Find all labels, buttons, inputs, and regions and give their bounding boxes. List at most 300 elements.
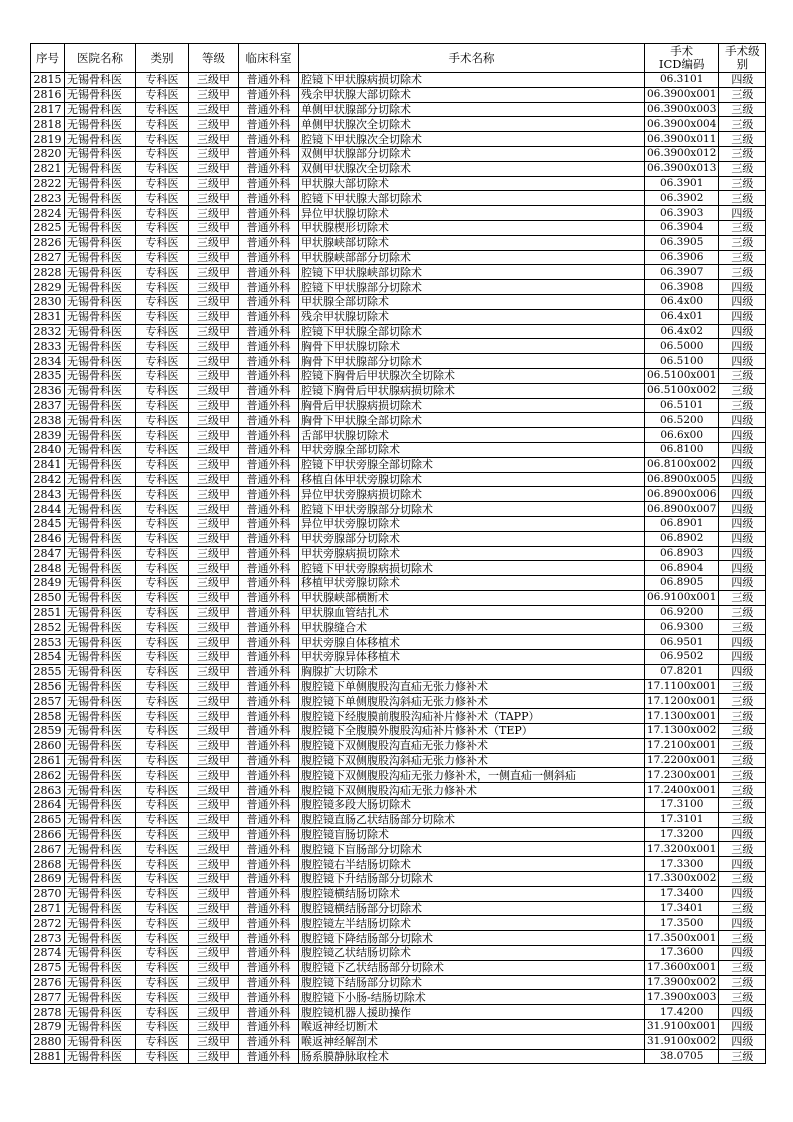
seq-cell: 2870 xyxy=(31,886,65,901)
grade-cell: 三级甲 xyxy=(189,265,239,280)
icd-code-cell: 06.3900x013 xyxy=(645,161,719,176)
dept-cell: 普通外科 xyxy=(239,931,299,946)
seq-cell: 2865 xyxy=(31,812,65,827)
table-row xyxy=(31,294,766,309)
hospital-cell: 无锡骨科医 xyxy=(65,442,136,457)
seq-cell: 2846 xyxy=(31,531,65,546)
icd-code-cell: 38.0705 xyxy=(645,1049,719,1064)
seq-cell: 2839 xyxy=(31,428,65,443)
table-row xyxy=(31,650,766,665)
category-cell: 专科医 xyxy=(136,842,189,857)
seq-cell: 2860 xyxy=(31,738,65,753)
surgery-name-cell: 腔镜下甲状旁腺全部切除术 xyxy=(299,457,645,472)
category-cell: 专科医 xyxy=(136,132,189,147)
hospital-cell: 无锡骨科医 xyxy=(65,872,136,887)
category-cell: 专科医 xyxy=(136,73,189,88)
table-row xyxy=(31,561,766,576)
grade-cell: 三级甲 xyxy=(189,812,239,827)
icd-code-cell: 06.6x00 xyxy=(645,428,719,443)
surgery-name-cell: 腹腔镜下双侧腹股沟疝无张力修补术 xyxy=(299,783,645,798)
dept-cell: 普通外科 xyxy=(239,753,299,768)
hospital-cell: 无锡骨科医 xyxy=(65,73,136,88)
table-row xyxy=(31,724,766,739)
dept-cell: 普通外科 xyxy=(239,117,299,132)
dept-cell: 普通外科 xyxy=(239,531,299,546)
table-row xyxy=(31,161,766,176)
icd-code-cell: 06.9502 xyxy=(645,650,719,665)
dept-cell: 普通外科 xyxy=(239,280,299,295)
dept-cell: 普通外科 xyxy=(239,339,299,354)
level-cell: 三级 xyxy=(719,117,766,132)
table-row xyxy=(31,931,766,946)
hospital-cell: 无锡骨科医 xyxy=(65,531,136,546)
hospital-cell: 无锡骨科医 xyxy=(65,102,136,117)
icd-code-cell: 17.1300x002 xyxy=(645,724,719,739)
category-cell: 专科医 xyxy=(136,768,189,783)
table-row xyxy=(31,827,766,842)
grade-cell: 三级甲 xyxy=(189,161,239,176)
seq-cell: 2867 xyxy=(31,842,65,857)
level-cell: 三级 xyxy=(719,679,766,694)
header-grade: 等级 xyxy=(189,44,239,73)
surgery-name-cell: 甲状腺峡部部分切除术 xyxy=(299,250,645,265)
hospital-cell: 无锡骨科医 xyxy=(65,783,136,798)
table-row xyxy=(31,502,766,517)
dept-cell: 普通外科 xyxy=(239,960,299,975)
surgery-name-cell: 甲状旁腺异体移植术 xyxy=(299,650,645,665)
table-row xyxy=(31,857,766,872)
table-row xyxy=(31,531,766,546)
table-row xyxy=(31,1049,766,1064)
category-cell: 专科医 xyxy=(136,901,189,916)
category-cell: 专科医 xyxy=(136,176,189,191)
category-cell: 专科医 xyxy=(136,798,189,813)
dept-cell: 普通外科 xyxy=(239,798,299,813)
surgery-name-cell: 腔镜下甲状腺全部切除术 xyxy=(299,324,645,339)
surgery-name-cell: 肠系膜静脉取栓术 xyxy=(299,1049,645,1064)
seq-cell: 2851 xyxy=(31,605,65,620)
hospital-cell: 无锡骨科医 xyxy=(65,457,136,472)
icd-code-cell: 06.9501 xyxy=(645,635,719,650)
grade-cell: 三级甲 xyxy=(189,73,239,88)
seq-cell: 2856 xyxy=(31,679,65,694)
header-icd-line1: 手术 xyxy=(670,44,694,58)
table-row xyxy=(31,738,766,753)
surgery-name-cell: 甲状旁腺部分切除术 xyxy=(299,531,645,546)
level-cell: 四级 xyxy=(719,442,766,457)
grade-cell: 三级甲 xyxy=(189,664,239,679)
grade-cell: 三级甲 xyxy=(189,635,239,650)
grade-cell: 三级甲 xyxy=(189,738,239,753)
table-row xyxy=(31,916,766,931)
category-cell: 专科医 xyxy=(136,87,189,102)
category-cell: 专科医 xyxy=(136,413,189,428)
surgery-name-cell: 腹腔镜下双侧腹股沟斜疝无张力修补术 xyxy=(299,753,645,768)
surgery-name-cell: 单侧甲状腺次全切除术 xyxy=(299,117,645,132)
level-cell: 三级 xyxy=(719,738,766,753)
surgery-name-cell: 胸骨后甲状腺病损切除术 xyxy=(299,398,645,413)
grade-cell: 三级甲 xyxy=(189,783,239,798)
seq-cell: 2835 xyxy=(31,368,65,383)
level-cell: 四级 xyxy=(719,428,766,443)
table-row xyxy=(31,886,766,901)
level-cell: 四级 xyxy=(719,1005,766,1020)
grade-cell: 三级甲 xyxy=(189,472,239,487)
grade-cell: 三级甲 xyxy=(189,975,239,990)
icd-code-cell: 17.3100 xyxy=(645,798,719,813)
icd-code-cell: 17.3900x002 xyxy=(645,975,719,990)
dept-cell: 普通外科 xyxy=(239,738,299,753)
surgery-name-cell: 腹腔镜右半结肠切除术 xyxy=(299,857,645,872)
hospital-cell: 无锡骨科医 xyxy=(65,161,136,176)
table-row xyxy=(31,339,766,354)
hospital-cell: 无锡骨科医 xyxy=(65,220,136,235)
grade-cell: 三级甲 xyxy=(189,724,239,739)
grade-cell: 三级甲 xyxy=(189,206,239,221)
category-cell: 专科医 xyxy=(136,960,189,975)
icd-code-cell: 06.3900x012 xyxy=(645,146,719,161)
table-row xyxy=(31,664,766,679)
table-row xyxy=(31,1020,766,1035)
table-row xyxy=(31,176,766,191)
seq-cell: 2842 xyxy=(31,472,65,487)
hospital-cell: 无锡骨科医 xyxy=(65,842,136,857)
dept-cell: 普通外科 xyxy=(239,694,299,709)
hospital-cell: 无锡骨科医 xyxy=(65,487,136,502)
dept-cell: 普通外科 xyxy=(239,132,299,147)
dept-cell: 普通外科 xyxy=(239,472,299,487)
grade-cell: 三级甲 xyxy=(189,694,239,709)
grade-cell: 三级甲 xyxy=(189,546,239,561)
grade-cell: 三级甲 xyxy=(189,960,239,975)
table-row xyxy=(31,250,766,265)
grade-cell: 三级甲 xyxy=(189,857,239,872)
level-cell: 三级 xyxy=(719,590,766,605)
hospital-cell: 无锡骨科医 xyxy=(65,798,136,813)
surgery-name-cell: 移植甲状旁腺切除术 xyxy=(299,576,645,591)
dept-cell: 普通外科 xyxy=(239,812,299,827)
category-cell: 专科医 xyxy=(136,664,189,679)
category-cell: 专科医 xyxy=(136,1049,189,1064)
surgery-name-cell: 残余甲状腺切除术 xyxy=(299,309,645,324)
category-cell: 专科医 xyxy=(136,368,189,383)
table-row xyxy=(31,146,766,161)
hospital-cell: 无锡骨科医 xyxy=(65,1020,136,1035)
table-row xyxy=(31,872,766,887)
surgery-name-cell: 单侧甲状腺部分切除术 xyxy=(299,102,645,117)
table-row xyxy=(31,1034,766,1049)
dept-cell: 普通外科 xyxy=(239,368,299,383)
level-cell: 四级 xyxy=(719,561,766,576)
icd-code-cell: 06.3900x001 xyxy=(645,87,719,102)
dept-cell: 普通外科 xyxy=(239,265,299,280)
level-cell: 三级 xyxy=(719,368,766,383)
grade-cell: 三级甲 xyxy=(189,502,239,517)
header-seq: 序号 xyxy=(31,44,65,73)
hospital-cell: 无锡骨科医 xyxy=(65,206,136,221)
grade-cell: 三级甲 xyxy=(189,132,239,147)
table-row xyxy=(31,990,766,1005)
table-row xyxy=(31,87,766,102)
hospital-cell: 无锡骨科医 xyxy=(65,886,136,901)
icd-code-cell: 06.4x02 xyxy=(645,324,719,339)
table-row xyxy=(31,842,766,857)
grade-cell: 三级甲 xyxy=(189,1005,239,1020)
level-cell: 三级 xyxy=(719,383,766,398)
level-cell: 四级 xyxy=(719,472,766,487)
dept-cell: 普通外科 xyxy=(239,309,299,324)
category-cell: 专科医 xyxy=(136,620,189,635)
dept-cell: 普通外科 xyxy=(239,709,299,724)
surgery-name-cell: 甲状腺楔形切除术 xyxy=(299,220,645,235)
icd-code-cell: 06.8904 xyxy=(645,561,719,576)
table-row xyxy=(31,132,766,147)
surgery-name-cell: 腹腔镜多段大肠切除术 xyxy=(299,798,645,813)
surgery-name-cell: 舌部甲状腺切除术 xyxy=(299,428,645,443)
grade-cell: 三级甲 xyxy=(189,176,239,191)
hospital-cell: 无锡骨科医 xyxy=(65,827,136,842)
dept-cell: 普通外科 xyxy=(239,294,299,309)
dept-cell: 普通外科 xyxy=(239,679,299,694)
grade-cell: 三级甲 xyxy=(189,709,239,724)
dept-cell: 普通外科 xyxy=(239,783,299,798)
hospital-cell: 无锡骨科医 xyxy=(65,990,136,1005)
grade-cell: 三级甲 xyxy=(189,324,239,339)
seq-cell: 2817 xyxy=(31,102,65,117)
level-cell: 三级 xyxy=(719,975,766,990)
table-row xyxy=(31,368,766,383)
dept-cell: 普通外科 xyxy=(239,857,299,872)
icd-code-cell: 06.9200 xyxy=(645,605,719,620)
hospital-cell: 无锡骨科医 xyxy=(65,117,136,132)
surgery-name-cell: 甲状腺峡部横断术 xyxy=(299,590,645,605)
seq-cell: 2834 xyxy=(31,354,65,369)
surgery-name-cell: 甲状旁腺病损切除术 xyxy=(299,546,645,561)
grade-cell: 三级甲 xyxy=(189,457,239,472)
level-cell: 三级 xyxy=(719,724,766,739)
dept-cell: 普通外科 xyxy=(239,428,299,443)
category-cell: 专科医 xyxy=(136,576,189,591)
table-row xyxy=(31,635,766,650)
hospital-cell: 无锡骨科医 xyxy=(65,191,136,206)
grade-cell: 三级甲 xyxy=(189,650,239,665)
dept-cell: 普通外科 xyxy=(239,487,299,502)
seq-cell: 2823 xyxy=(31,191,65,206)
category-cell: 专科医 xyxy=(136,428,189,443)
category-cell: 专科医 xyxy=(136,398,189,413)
table-row xyxy=(31,620,766,635)
hospital-cell: 无锡骨科医 xyxy=(65,398,136,413)
category-cell: 专科医 xyxy=(136,1034,189,1049)
hospital-cell: 无锡骨科医 xyxy=(65,324,136,339)
surgery-name-cell: 腹腔镜横结肠部分切除术 xyxy=(299,901,645,916)
category-cell: 专科医 xyxy=(136,309,189,324)
seq-cell: 2880 xyxy=(31,1034,65,1049)
seq-cell: 2844 xyxy=(31,502,65,517)
level-cell: 三级 xyxy=(719,176,766,191)
icd-code-cell: 06.5100x001 xyxy=(645,368,719,383)
level-cell: 四级 xyxy=(719,516,766,531)
dept-cell: 普通外科 xyxy=(239,827,299,842)
seq-cell: 2872 xyxy=(31,916,65,931)
grade-cell: 三级甲 xyxy=(189,768,239,783)
hospital-cell: 无锡骨科医 xyxy=(65,576,136,591)
grade-cell: 三级甲 xyxy=(189,827,239,842)
category-cell: 专科医 xyxy=(136,753,189,768)
icd-code-cell: 06.8100x002 xyxy=(645,457,719,472)
grade-cell: 三级甲 xyxy=(189,102,239,117)
header-icd-line2: ICD编码 xyxy=(658,57,705,71)
hospital-cell: 无锡骨科医 xyxy=(65,235,136,250)
hospital-cell: 无锡骨科医 xyxy=(65,87,136,102)
surgery-name-cell: 甲状旁腺全部切除术 xyxy=(299,442,645,457)
icd-code-cell: 06.9100x001 xyxy=(645,590,719,605)
hospital-cell: 无锡骨科医 xyxy=(65,724,136,739)
dept-cell: 普通外科 xyxy=(239,664,299,679)
seq-cell: 2875 xyxy=(31,960,65,975)
hospital-cell: 无锡骨科医 xyxy=(65,620,136,635)
seq-cell: 2815 xyxy=(31,73,65,88)
hospital-cell: 无锡骨科医 xyxy=(65,768,136,783)
table-row xyxy=(31,280,766,295)
level-cell: 三级 xyxy=(719,872,766,887)
table-row xyxy=(31,694,766,709)
category-cell: 专科医 xyxy=(136,679,189,694)
dept-cell: 普通外科 xyxy=(239,1034,299,1049)
category-cell: 专科医 xyxy=(136,354,189,369)
table-row xyxy=(31,442,766,457)
table-row xyxy=(31,605,766,620)
seq-cell: 2869 xyxy=(31,872,65,887)
grade-cell: 三级甲 xyxy=(189,990,239,1005)
level-cell: 三级 xyxy=(719,812,766,827)
category-cell: 专科医 xyxy=(136,487,189,502)
icd-code-cell: 06.5200 xyxy=(645,413,719,428)
hospital-cell: 无锡骨科医 xyxy=(65,946,136,961)
hospital-cell: 无锡骨科医 xyxy=(65,753,136,768)
surgery-name-cell: 移植自体甲状旁腺切除术 xyxy=(299,472,645,487)
icd-code-cell: 31.9100x002 xyxy=(645,1034,719,1049)
grade-cell: 三级甲 xyxy=(189,561,239,576)
seq-cell: 2862 xyxy=(31,768,65,783)
surgery-name-cell: 腹腔镜下单侧腹股沟直疝无张力修补术 xyxy=(299,679,645,694)
surgery-name-cell: 甲状腺缝合术 xyxy=(299,620,645,635)
dept-cell: 普通外科 xyxy=(239,605,299,620)
level-cell: 四级 xyxy=(719,324,766,339)
seq-cell: 2836 xyxy=(31,383,65,398)
hospital-cell: 无锡骨科医 xyxy=(65,265,136,280)
header-dept: 临床科室 xyxy=(239,44,299,73)
hospital-cell: 无锡骨科医 xyxy=(65,132,136,147)
level-cell: 四级 xyxy=(719,1034,766,1049)
category-cell: 专科医 xyxy=(136,931,189,946)
seq-cell: 2829 xyxy=(31,280,65,295)
icd-code-cell: 17.3500 xyxy=(645,916,719,931)
seq-cell: 2818 xyxy=(31,117,65,132)
seq-cell: 2832 xyxy=(31,324,65,339)
surgery-name-cell: 甲状腺峡部切除术 xyxy=(299,235,645,250)
grade-cell: 三级甲 xyxy=(189,516,239,531)
category-cell: 专科医 xyxy=(136,946,189,961)
seq-cell: 2848 xyxy=(31,561,65,576)
category-cell: 专科医 xyxy=(136,250,189,265)
icd-code-cell: 06.8903 xyxy=(645,546,719,561)
grade-cell: 三级甲 xyxy=(189,590,239,605)
hospital-cell: 无锡骨科医 xyxy=(65,960,136,975)
grade-cell: 三级甲 xyxy=(189,235,239,250)
surgery-name-cell: 腹腔镜盲肠切除术 xyxy=(299,827,645,842)
category-cell: 专科医 xyxy=(136,694,189,709)
seq-cell: 2853 xyxy=(31,635,65,650)
table-row xyxy=(31,220,766,235)
dept-cell: 普通外科 xyxy=(239,635,299,650)
seq-cell: 2837 xyxy=(31,398,65,413)
level-cell: 四级 xyxy=(719,502,766,517)
hospital-cell: 无锡骨科医 xyxy=(65,516,136,531)
seq-cell: 2824 xyxy=(31,206,65,221)
seq-cell: 2871 xyxy=(31,901,65,916)
surgery-name-cell: 双侧甲状腺部分切除术 xyxy=(299,146,645,161)
level-cell: 四级 xyxy=(719,576,766,591)
surgery-name-cell: 甲状腺大部切除术 xyxy=(299,176,645,191)
table-row xyxy=(31,265,766,280)
table-row xyxy=(31,487,766,502)
level-cell: 三级 xyxy=(719,960,766,975)
surgery-name-cell: 腹腔镜下双侧腹股沟直疝无张力修补术 xyxy=(299,738,645,753)
icd-code-cell: 17.3400 xyxy=(645,886,719,901)
level-cell: 三级 xyxy=(719,931,766,946)
level-cell: 四级 xyxy=(719,413,766,428)
surgery-name-cell: 腹腔镜下升结肠部分切除术 xyxy=(299,872,645,887)
seq-cell: 2838 xyxy=(31,413,65,428)
level-cell: 四级 xyxy=(719,354,766,369)
seq-cell: 2819 xyxy=(31,132,65,147)
seq-cell: 2866 xyxy=(31,827,65,842)
category-cell: 专科医 xyxy=(136,635,189,650)
icd-code-cell: 06.5101 xyxy=(645,398,719,413)
surgery-name-cell: 腔镜下甲状旁腺部分切除术 xyxy=(299,502,645,517)
grade-cell: 三级甲 xyxy=(189,309,239,324)
dept-cell: 普通外科 xyxy=(239,442,299,457)
seq-cell: 2861 xyxy=(31,753,65,768)
icd-code-cell: 17.2100x001 xyxy=(645,738,719,753)
dept-cell: 普通外科 xyxy=(239,502,299,517)
hospital-cell: 无锡骨科医 xyxy=(65,635,136,650)
table-row xyxy=(31,960,766,975)
seq-cell: 2878 xyxy=(31,1005,65,1020)
header-category: 类别 xyxy=(136,44,189,73)
table-row xyxy=(31,383,766,398)
icd-code-cell: 06.3905 xyxy=(645,235,719,250)
dept-cell: 普通外科 xyxy=(239,73,299,88)
grade-cell: 三级甲 xyxy=(189,901,239,916)
icd-code-cell: 07.8201 xyxy=(645,664,719,679)
hospital-cell: 无锡骨科医 xyxy=(65,931,136,946)
category-cell: 专科医 xyxy=(136,191,189,206)
hospital-cell: 无锡骨科医 xyxy=(65,472,136,487)
category-cell: 专科医 xyxy=(136,457,189,472)
hospital-cell: 无锡骨科医 xyxy=(65,975,136,990)
grade-cell: 三级甲 xyxy=(189,413,239,428)
level-cell: 四级 xyxy=(719,857,766,872)
dept-cell: 普通外科 xyxy=(239,176,299,191)
surgery-name-cell: 腔镜下甲状腺峡部切除术 xyxy=(299,265,645,280)
table-row xyxy=(31,413,766,428)
table-row xyxy=(31,783,766,798)
seq-cell: 2830 xyxy=(31,294,65,309)
grade-cell: 三级甲 xyxy=(189,442,239,457)
surgery-name-cell: 腹腔镜下乙状结肠部分切除术 xyxy=(299,960,645,975)
